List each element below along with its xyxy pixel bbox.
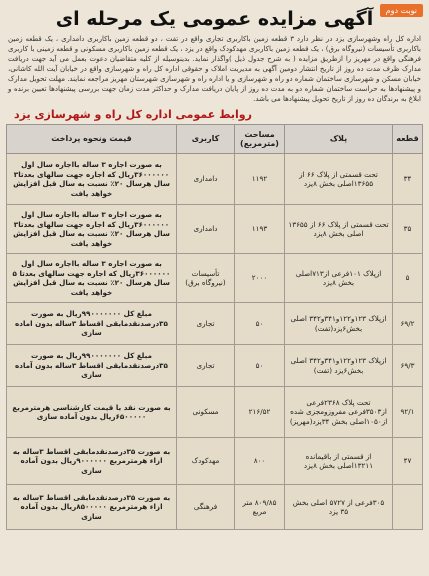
header-use: کاربری: [177, 125, 235, 154]
cell-plak: ازپلاک ۱۰۱فرعی از۷۱۳اصلی بخش ۸یزد: [285, 254, 393, 303]
table-row: [7, 485, 423, 530]
table-header-row: [7, 125, 423, 154]
notice-title: آگهی مزایده عمومی یک مرحله ای: [55, 8, 374, 30]
cell-plak: تحت قسمتی از پلاک ۶۶ از ۱۳۶۵۵اصلی بخش ۸یزد: [285, 154, 393, 205]
cell-price: به صورت نقد با قیمت کارشناسی هرمترمربع ۶۵۰۰۰۰۰ریال بدون آماده سازی: [7, 387, 177, 438]
table-row: [7, 154, 423, 205]
table-row: [7, 303, 423, 345]
cell-use: دامداری: [177, 205, 235, 254]
cell-piece: ۳۵: [393, 205, 423, 254]
notice-body: اداره کل راه وشهرسازی یزد در نظر دارد ۳ قطعه زمین باکاربری تجاری واقع در تفت ، دو قطعه زمین باکاربری دامداری ، یک قطعه زمین باکاربری تأسیسات (نیروگاه برق) ، یک قطعه زمین باکاربری مهدکودک واقع در یزد ، یک قطعه زمین باکاربری مسکونی و قطعه زمینی با کاربری فرهنگی واقع در مهریز را ازطریق مزایده ( به شرح جدول ذیل )واگذار نماید. بدینوسیله از کلیه متقاضیان دعوت بعمل می آید جهت دریافت مدارک ظرف مدت ده روز از تاریخ انتشار دومین آگهی به مدیریت املاک و حقوقی اداره کل راه و شهرسازی واقع در خیابان آیت الله کاشانی، خیابان مسکن و شهرسازی ساختمان شماره دو راه و شهرسازی و یا اداره راه و شهرسازی شهرستان مهریز مراجعه نمایند. مهلت تحویل مدارک و پیشنهادها به حراست ساختمان شماره دو به مدت ده روز از پایان دریافت مدارک و حداکثر مدت زمان جهت بررسی پیشنهادها تعیین برنده و ابلاغ به برندگان ده روز از تاریخ تحویل پیشنهادها می باشد.: [8, 35, 421, 103]
cell-plak: تحت قسمتی از پلاک ۶۶ از ۱۳۶۵۵ اصلی بخش ۸یزد: [285, 205, 393, 254]
cell-price: به صورت اجاره ۳ ساله بااجاره سال اول ۳۶۰۰۰۰۰۰ریال که اجاره جهت سالهای بعدتا ۵ سال هرسال ۲۰٪ نسبت به سال قبل افزایش خواهد یافت: [7, 254, 177, 303]
cell-price: به صورت اجاره ۳ ساله بااجاره سال اول ۳۶۰۰۰۰۰۰ریال که اجاره جهت سالهای بعدتا۳ سال هرسال ۲۰٪ نسبت به سال قبل افزایش خواهد یافت: [7, 205, 177, 254]
table-row: [7, 387, 423, 438]
cell-use: فرهنگی: [177, 485, 235, 530]
cell-price: به صورت ۳۵درصدنقدمابقی اقساط ۳ساله به ازاء هرمترمربع ۹۰۰۰۰۰۰ریال بدون آماده سازی: [7, 438, 177, 485]
header-plak: پلاک: [285, 125, 393, 154]
cell-plak: از قسمتی از باقیمانده ۱۳۲۱۱اصلی بخش ۸یزد: [285, 438, 393, 485]
issue-badge: نوبت دوم: [380, 4, 423, 17]
cell-piece: ۶۹/۳: [393, 345, 423, 387]
table-row: [7, 438, 423, 485]
cell-use: دامداری: [177, 154, 235, 205]
cell-plak: ۳۰۵فرعی از ۵۷۲۷ اصلی بخش ۳۵ یزد: [285, 485, 393, 530]
cell-piece: ۴۷: [393, 438, 423, 485]
header-price: قیمت ونحوه پرداخت: [7, 125, 177, 154]
cell-piece: ۵: [393, 254, 423, 303]
cell-price: مبلغ کل ۹۹۰۰۰۰۰۰۰ریال به صورت ۳۵درصدنقدمابقی اقساط ۳ساله بدون اماده سازی: [7, 303, 177, 345]
cell-plak: ازپلاک ۱۲۳و۱۲۲و۳۴۱و۳۴۲ اصلی بخش۶یزد (تفت): [285, 345, 393, 387]
cell-area: ۵۰: [235, 303, 285, 345]
cell-use: مهدکودک: [177, 438, 235, 485]
cell-piece: ۶۹/۲: [393, 303, 423, 345]
cell-area: ۱۱۹۳: [235, 205, 285, 254]
cell-price: به صورت ۳۵درصدنقدمابقی اقساط ۳ساله به ازاء هرمترمربع ۸۵۰۰۰۰۰ریال بدون آماده سازی: [7, 485, 177, 530]
cell-use: مسکونی: [177, 387, 235, 438]
cell-piece: [393, 485, 423, 530]
table-row: [7, 205, 423, 254]
cell-area: ۲۰۰۰: [235, 254, 285, 303]
cell-use: تجاری: [177, 303, 235, 345]
header-piece: قطعه: [393, 125, 423, 154]
cell-plak: ازپلاک ۱۲۳و۱۲۲و۳۴۱و۳۴۲ اصلی بخش۶یزد(تفت): [285, 303, 393, 345]
publisher-line: روابط عمومی اداره کل راه و شهرسازی یزد: [14, 108, 252, 121]
cell-piece: ۹۲/۱: [393, 387, 423, 438]
table-row: [7, 345, 423, 387]
cell-plak: تحت پلاک ۲۳۶۸فرعی از۳۵۰۳فرعی مفروزومجزی شده از۱۰۵۰اصلی بخش ۳۴یزد(مهریز): [285, 387, 393, 438]
cell-area: ۸۰۰: [235, 438, 285, 485]
cell-area: ۸۰۹/۸۵ متر مربع: [235, 485, 285, 530]
cell-piece: ۳۴: [393, 154, 423, 205]
cell-price: مبلغ کل ۹۹۰۰۰۰۰۰۰ریال به صورت ۳۵درصدنقدمابقی اقساط ۳ساله بدون آماده سازی: [7, 345, 177, 387]
header-area: مساحت (مترمربع): [235, 125, 285, 154]
auction-table: [6, 124, 423, 530]
cell-use: تأسیسات (نیروگاه برق): [177, 254, 235, 303]
cell-area: ۵۰: [235, 345, 285, 387]
cell-price: به صورت اجاره ۳ ساله بااجاره سال اول ۳۶۰۰۰۰۰۰ریال که اجاره جهت سالهای بعدتا۳ سال هرسال ۲۰٪ نسبت به سال قبل افزایش خواهد یافت: [7, 154, 177, 205]
cell-area: ۲۱۶/۵۲: [235, 387, 285, 438]
cell-area: ۱۱۹۲: [235, 154, 285, 205]
cell-use: تجاری: [177, 345, 235, 387]
table-row: [7, 254, 423, 303]
